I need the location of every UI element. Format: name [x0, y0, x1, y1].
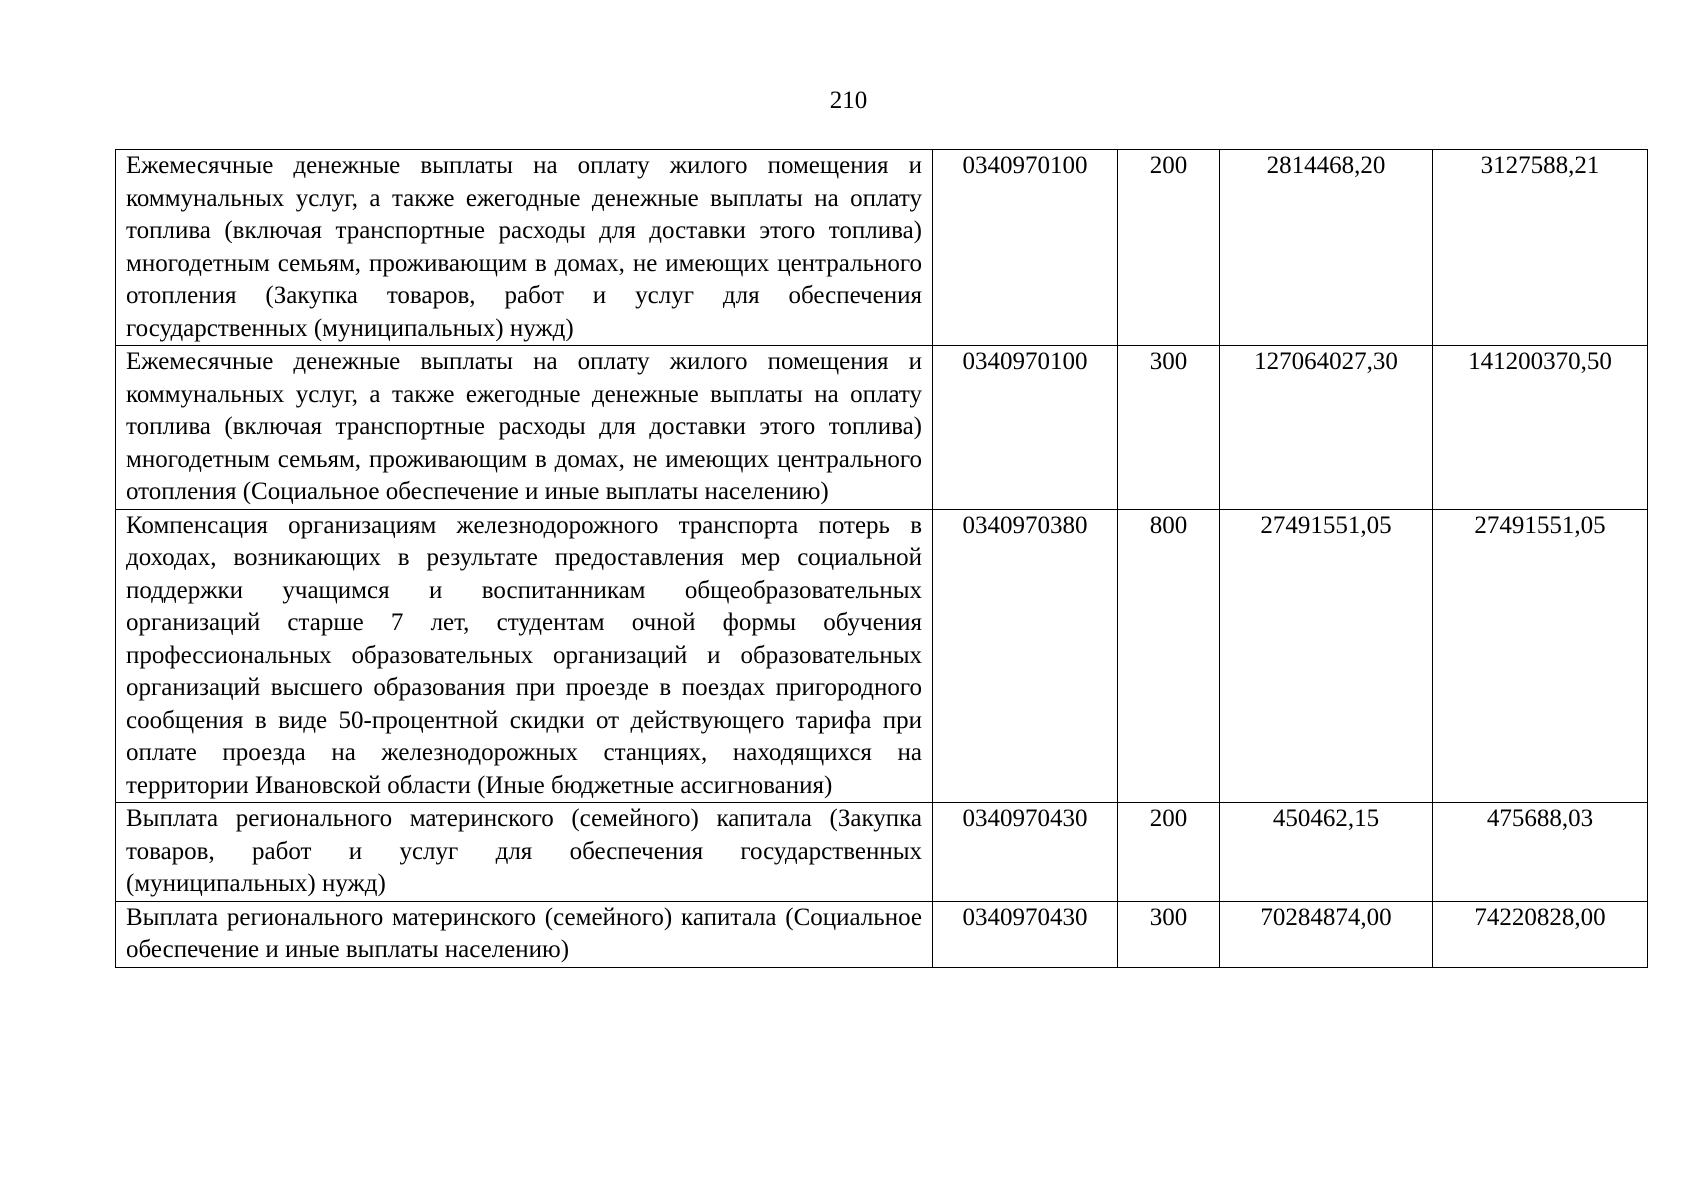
- budget-table: [115, 149, 1648, 968]
- table-row: [116, 901, 1648, 967]
- table-row: [116, 803, 1648, 902]
- table-row: [116, 150, 1648, 346]
- row-expense-type: 200: [1118, 803, 1220, 902]
- row-description: Ежемесячные денежные выплаты на оплату жилого помещения и коммунальных услуг, а также ежегодные денежные выплаты на оплату топлива (включая транспортные расходы для доставки этого топлива) многодетным семьям, проживающим в домах, не имеющих центрального отопления (Закупка товаров, работ и услуг для обеспечения государственных (муниципальных) нужд): [116, 150, 933, 346]
- table-row: [116, 509, 1648, 803]
- row-amount-1: 450462,15: [1220, 803, 1433, 902]
- row-expense-type: 800: [1118, 509, 1220, 803]
- row-amount-1: 27491551,05: [1220, 509, 1433, 803]
- row-amount-2: 27491551,05: [1433, 509, 1648, 803]
- row-target-code: 0340970100: [933, 150, 1118, 346]
- row-target-code: 0340970430: [933, 803, 1118, 902]
- row-description: Выплата регионального материнского (семейного) капитала (Закупка товаров, работ и услуг для обеспечения государственных (муниципальных) нужд): [116, 803, 933, 902]
- row-amount-2: 141200370,50: [1433, 346, 1648, 510]
- page-number: 210: [829, 87, 868, 114]
- row-description: Выплата регионального материнского (семейного) капитала (Социальное обеспечение и иные выплаты населению): [116, 901, 933, 967]
- row-target-code: 0340970430: [933, 901, 1118, 967]
- row-target-code: 0340970380: [933, 509, 1118, 803]
- row-expense-type: 300: [1118, 346, 1220, 510]
- row-expense-type: 300: [1118, 901, 1220, 967]
- row-amount-2: 74220828,00: [1433, 901, 1648, 967]
- row-description: Компенсация организациям железнодорожного транспорта потерь в доходах, возникающих в результате предоставления мер социальной поддержки учащимся и воспитанникам общеобразовательных организаций старше 7 лет, студентам очной формы обучения профессиональных образовательных организаций и образовательных организаций высшего образования при проезде в поездах пригородного сообщения в виде 50-процентной скидки от действующего тарифа при оплате проезда на железнодорожных станциях, находящихся на территории Ивановской области (Иные бюджетные ассигнования): [116, 509, 933, 803]
- row-amount-2: 475688,03: [1433, 803, 1648, 902]
- row-amount-1: 2814468,20: [1220, 150, 1433, 346]
- table-row: [116, 346, 1648, 510]
- row-amount-1: 127064027,30: [1220, 346, 1433, 510]
- row-target-code: 0340970100: [933, 346, 1118, 510]
- row-expense-type: 200: [1118, 150, 1220, 346]
- row-amount-2: 3127588,21: [1433, 150, 1648, 346]
- row-amount-1: 70284874,00: [1220, 901, 1433, 967]
- row-description: Ежемесячные денежные выплаты на оплату жилого помещения и коммунальных услуг, а также ежегодные денежные выплаты на оплату топлива (включая транспортные расходы для доставки этого топлива) многодетным семьям, проживающим в домах, не имеющих центрального отопления (Социальное обеспечение и иные выплаты населению): [116, 346, 933, 510]
